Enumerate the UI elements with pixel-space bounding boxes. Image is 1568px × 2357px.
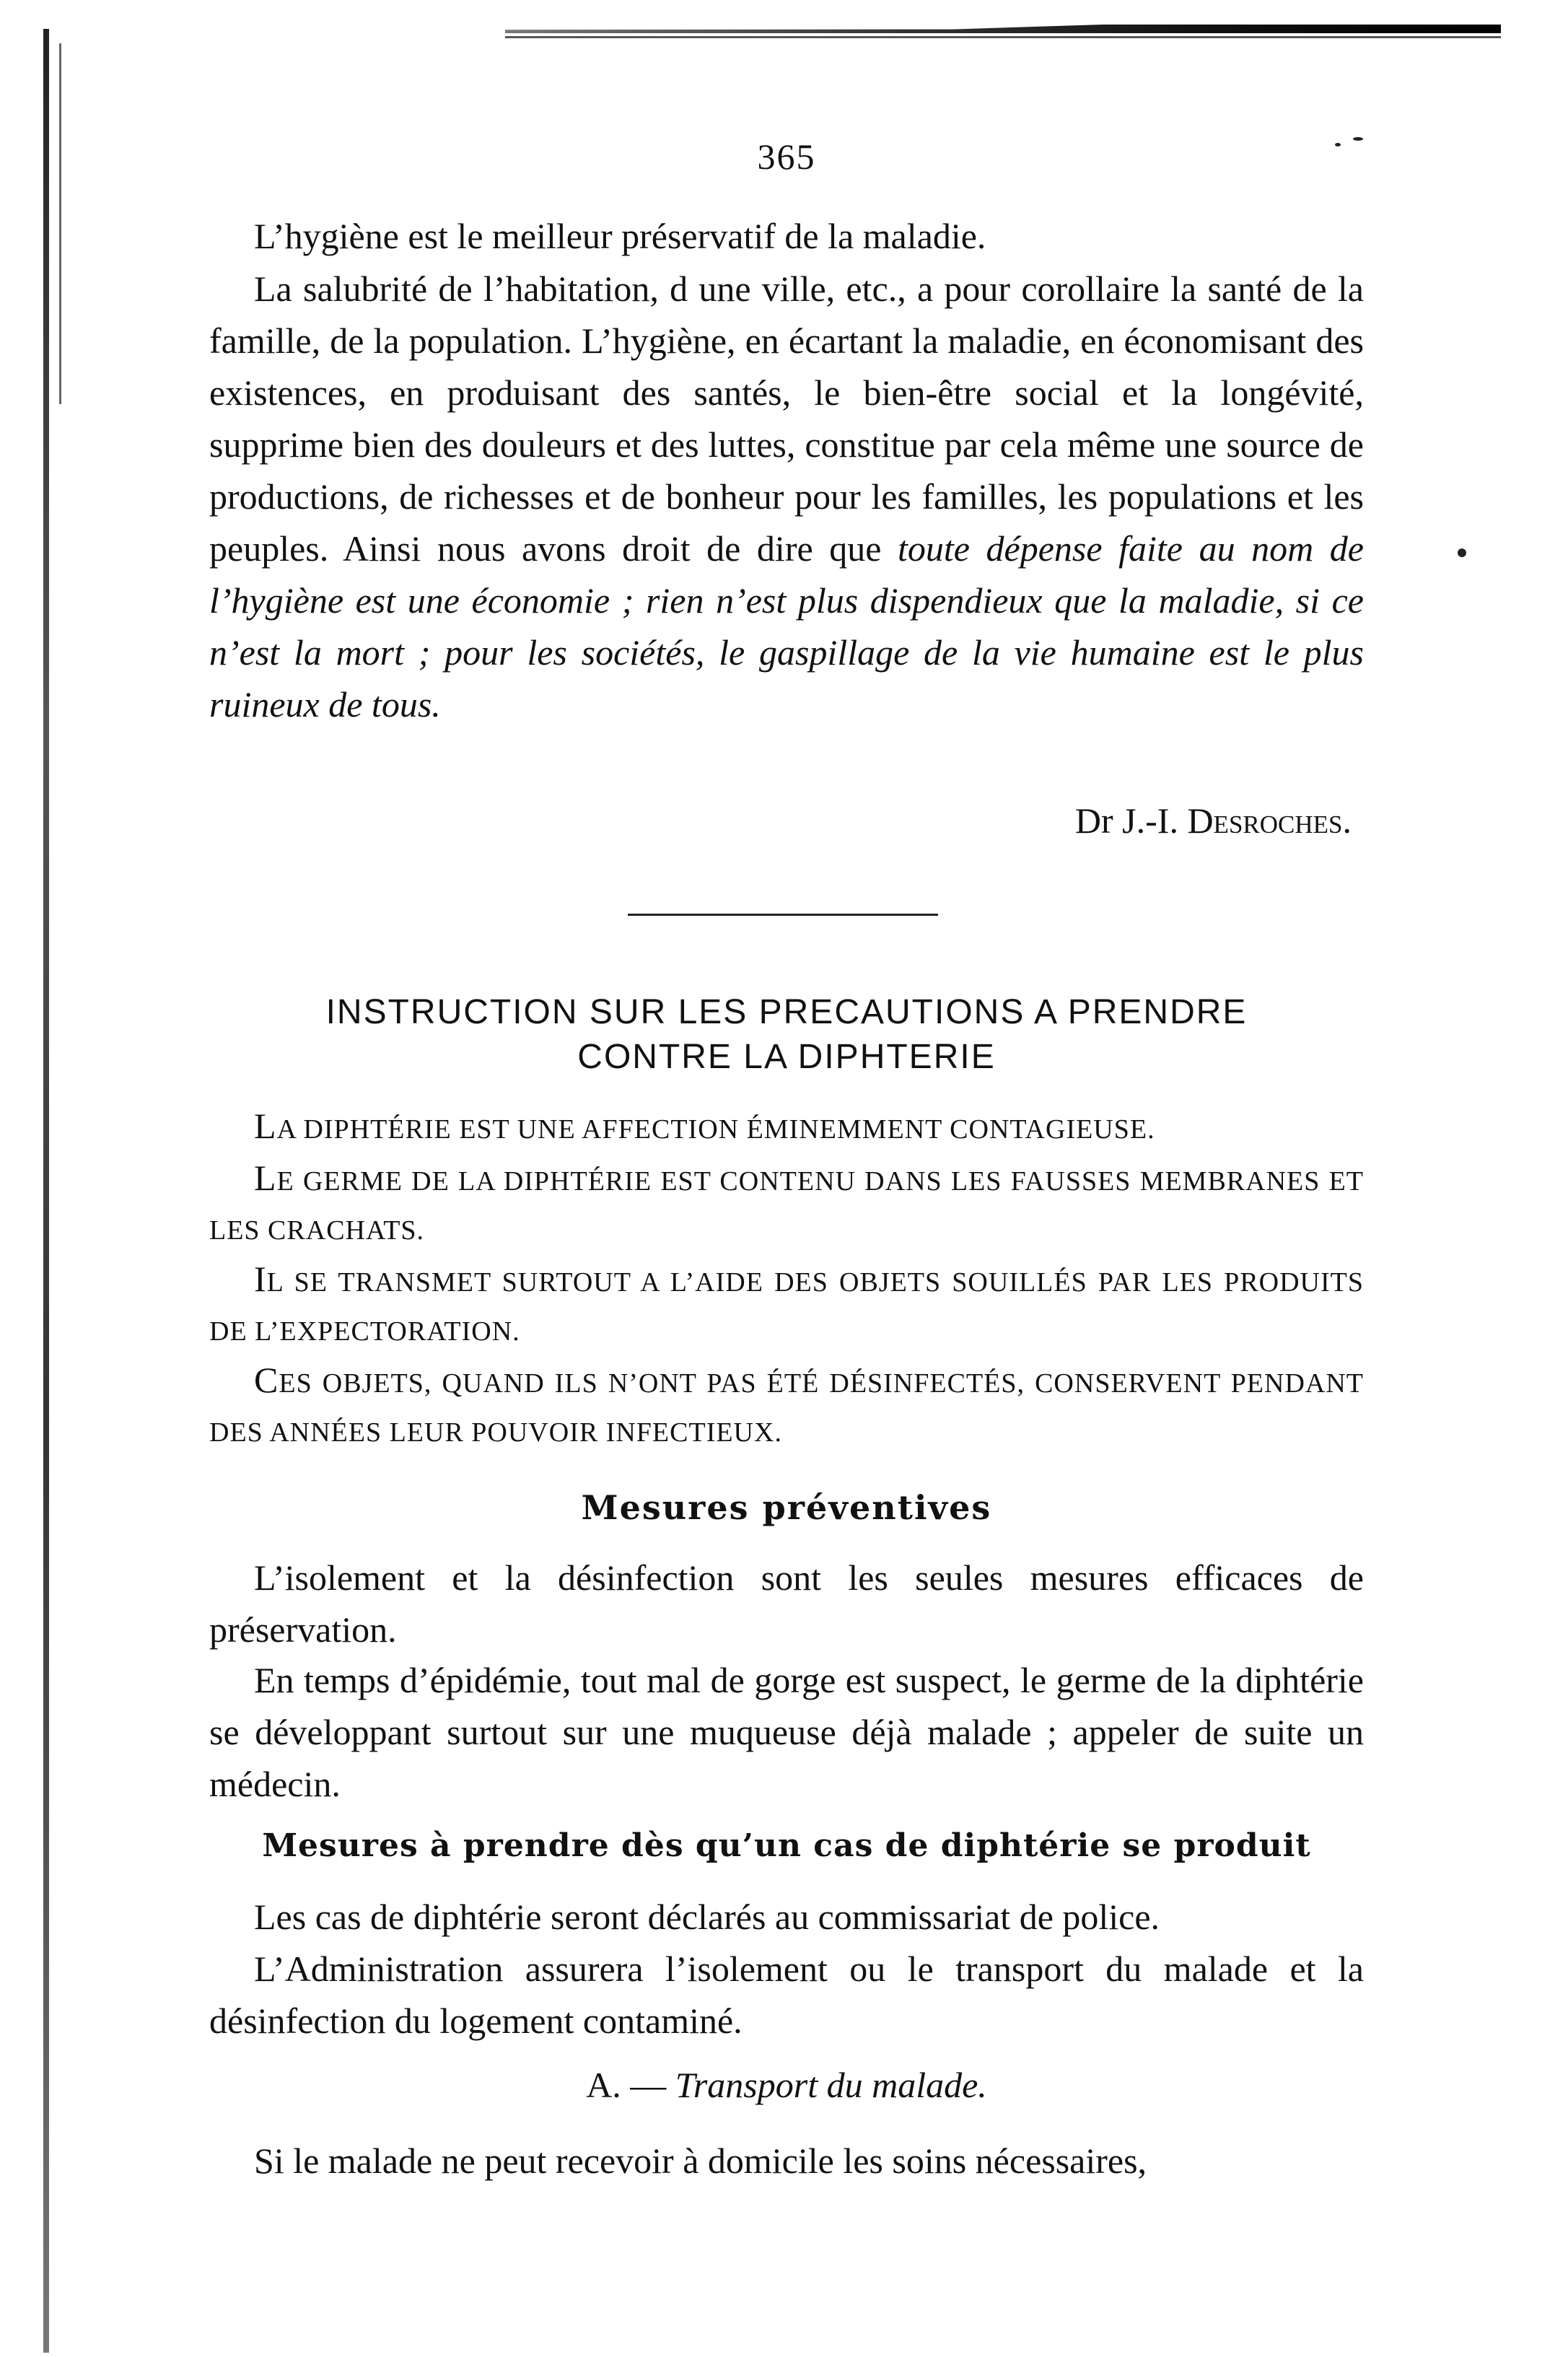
section-title-preventive: Mesures préventives (581, 1488, 992, 1527)
main-heading (209, 990, 1364, 1080)
intro-paragraph-italic: toute dépense faite au nom de l’hygiène est une économie ; rien n’est plus dispendieux que la maladie, si ce n’est la mort ; pour les sociétés, le gaspillage de la vie humaine est le plus ruineux de tous. (209, 528, 1364, 725)
intro-paragraph (209, 263, 1364, 730)
caps-paragraph-3 (209, 1254, 1364, 1356)
signature-name: Desroches. (1187, 800, 1352, 841)
caps-paragraph-initial: I (254, 1259, 267, 1299)
main-heading-line1: INSTRUCTION SUR LES PRECAUTIONS A PRENDRE (325, 993, 1248, 1031)
scan-speck (1335, 143, 1341, 147)
intro-first-line: L’hygiène est le meilleur préservatif de la maladie. (254, 216, 986, 256)
caps-paragraph-text: ES OBJETS, QUAND ILS N’ONT PAS ÉTÉ DÉSINFECTÉS, CONSERVENT PENDANT DES ANNÉES LEUR POUVOIR INFECTIEUX. (209, 1368, 1364, 1448)
preventive-paragraph-1: L’isolement et la désinfection sont les seules mesures efficaces de préservation. (209, 1557, 1364, 1650)
scan-top-rule-thin (505, 36, 1501, 38)
caps-paragraph-text: A DIPHTÉRIE EST UNE AFFECTION ÉMINEMMENT CONTAGIEUSE. (276, 1114, 1155, 1145)
scan-left-border-inner (59, 43, 61, 404)
caps-paragraph-text: E GERME DE LA DIPHTÉRIE EST CONTENU DANS LES FAUSSES MEMBRANES ET LES CRACHATS. (209, 1166, 1364, 1246)
scan-speck (1353, 137, 1363, 141)
caps-paragraph-text: L SE TRANSMET SURTOUT A L’AIDE DES OBJETS SOUILLÉS PAR LES PRODUITS DE L’EXPECTORATION. (209, 1267, 1364, 1347)
page-number: 365 (757, 136, 816, 177)
caps-paragraph-initial: L (254, 1158, 277, 1198)
scan-left-border (43, 29, 49, 2353)
last-line: Si le malade ne peut recevoir à domicile les soins nécessaires, (254, 2140, 1147, 2181)
caps-paragraph-initial: L (254, 1106, 277, 1146)
measures-paragraph-1: Les cas de diphtérie seront déclarés au commissariat de police. (254, 1897, 1160, 1937)
measures-paragraph-2: L’Administration assurera l’isolement ou le transport du malade et la désinfection du logement contaminé. (209, 1949, 1364, 2041)
subsection-a-title (209, 2064, 1364, 2106)
subsection-a-label: A. — (586, 2065, 667, 2105)
caps-paragraph-1 (209, 1101, 1364, 1154)
section-divider (628, 914, 938, 916)
caps-paragraph-2 (209, 1153, 1364, 1255)
section-title-measures: Mesures à prendre dès qu’un cas de diphtérie se produit (262, 1827, 1311, 1864)
scan-top-rule (505, 25, 1501, 33)
signature-prefix: Dr J.-I. (1074, 800, 1178, 841)
signature (1075, 800, 1352, 841)
subsection-a-text: Transport du malade. (675, 2065, 987, 2105)
intro-paragraph-text: La salubrité de l’habitation, d une ville, etc., a pour corollaire la santé de la famille, de la population. L’hygiène, en écartant la maladie, en économisant des existences, en produisant des santés, le bien-être social et la longévité, supprime bien des douleurs et des luttes, constitue par cela même une source de productions, de richesses et de bonheur pour les familles, les populations et les peuples. Ainsi nous avons droit de dire que (209, 268, 1364, 569)
main-heading-line2: CONTRE LA DIPHTERIE (577, 1038, 996, 1076)
caps-paragraph-initial: C (254, 1360, 279, 1400)
caps-paragraph-4 (209, 1355, 1364, 1457)
scan-speck (1458, 548, 1466, 557)
preventive-paragraph-2: En temps d’épidémie, tout mal de gorge est suspect, le germe de la diphtérie se développant surtout sur une muqueuse déjà malade ; appeler de suite un médecin. (209, 1660, 1364, 1804)
